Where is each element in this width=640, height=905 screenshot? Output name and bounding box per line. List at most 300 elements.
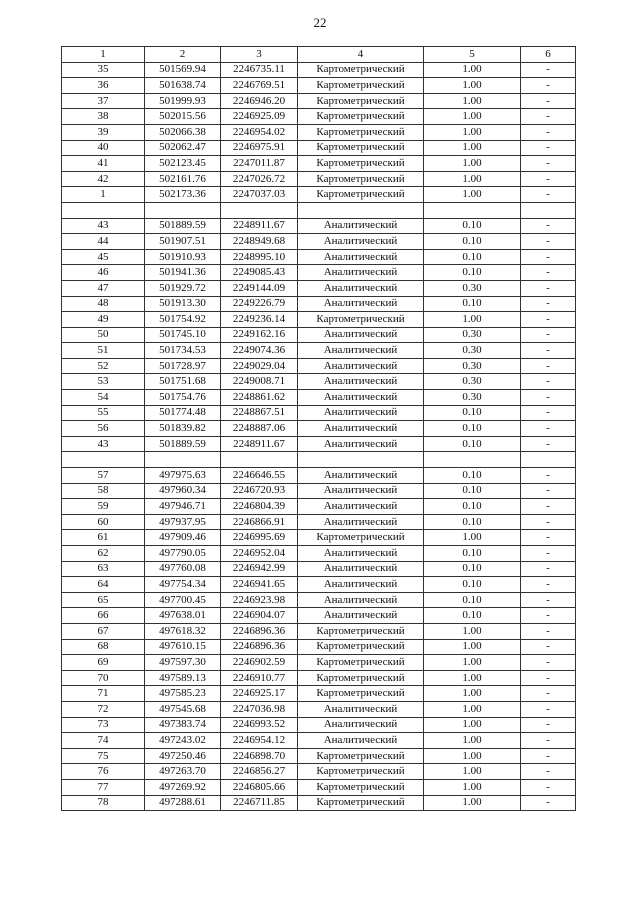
y-coordinate-cell: 2246805.66: [221, 779, 298, 795]
x-coordinate-cell: 502062.47: [145, 140, 221, 156]
method-cell: Аналитический: [298, 390, 424, 406]
y-coordinate-cell: 2246975.91: [221, 140, 298, 156]
point-number-cell: 78: [62, 795, 145, 811]
table-row: [62, 530, 576, 546]
table-row: [62, 93, 576, 109]
y-coordinate-cell: 2246896.36: [221, 623, 298, 639]
note-cell: -: [521, 499, 576, 515]
point-number-cell: 69: [62, 655, 145, 671]
method-cell: Картометрический: [298, 124, 424, 140]
point-number-cell: 46: [62, 265, 145, 281]
column-header: 5: [424, 47, 521, 63]
point-number-cell: 56: [62, 421, 145, 437]
note-cell: -: [521, 764, 576, 780]
y-coordinate-cell: 2248911.67: [221, 218, 298, 234]
table-row: [62, 795, 576, 811]
point-number-cell: 65: [62, 592, 145, 608]
point-number-cell: 58: [62, 483, 145, 499]
accuracy-cell: 0.10: [424, 421, 521, 437]
y-coordinate-cell: 2246925.09: [221, 109, 298, 125]
x-coordinate-cell: 501728.97: [145, 358, 221, 374]
note-cell: -: [521, 93, 576, 109]
table-row: [62, 405, 576, 421]
note-cell: -: [521, 468, 576, 484]
y-coordinate-cell: 2248949.68: [221, 234, 298, 250]
point-number-cell: 45: [62, 249, 145, 265]
accuracy-cell: 1.00: [424, 93, 521, 109]
note-cell: -: [521, 156, 576, 172]
table-row: [62, 343, 576, 359]
note-cell: -: [521, 280, 576, 296]
note-cell: -: [521, 140, 576, 156]
method-cell: Картометрический: [298, 312, 424, 328]
note-cell: -: [521, 358, 576, 374]
method-cell: Аналитический: [298, 405, 424, 421]
table-row: [62, 358, 576, 374]
point-number-cell: 60: [62, 514, 145, 530]
x-coordinate-cell: [145, 202, 221, 218]
point-number-cell: 68: [62, 639, 145, 655]
point-number-cell: 57: [62, 468, 145, 484]
point-number-cell: 49: [62, 312, 145, 328]
y-coordinate-cell: 2246995.69: [221, 530, 298, 546]
y-coordinate-cell: 2246711.85: [221, 795, 298, 811]
x-coordinate-cell: 497263.70: [145, 764, 221, 780]
method-cell: Аналитический: [298, 733, 424, 749]
x-coordinate-cell: 497610.15: [145, 639, 221, 655]
y-coordinate-cell: 2249085.43: [221, 265, 298, 281]
table-row: [62, 265, 576, 281]
table-body: [62, 62, 576, 811]
y-coordinate-cell: 2246856.27: [221, 764, 298, 780]
note-cell: -: [521, 748, 576, 764]
method-cell: Аналитический: [298, 717, 424, 733]
accuracy-cell: 0.10: [424, 249, 521, 265]
method-cell: Аналитический: [298, 327, 424, 343]
accuracy-cell: 0.10: [424, 468, 521, 484]
method-cell: Картометрический: [298, 686, 424, 702]
note-cell: -: [521, 234, 576, 250]
method-cell: Картометрический: [298, 779, 424, 795]
method-cell: Аналитический: [298, 561, 424, 577]
table-row: [62, 218, 576, 234]
y-coordinate-cell: 2246896.36: [221, 639, 298, 655]
accuracy-cell: 0.10: [424, 218, 521, 234]
point-number-cell: 76: [62, 764, 145, 780]
point-number-cell: 70: [62, 670, 145, 686]
y-coordinate-cell: 2246735.11: [221, 62, 298, 78]
accuracy-cell: 0.10: [424, 514, 521, 530]
accuracy-cell: 0.10: [424, 577, 521, 593]
x-coordinate-cell: 501774.48: [145, 405, 221, 421]
note-cell: -: [521, 327, 576, 343]
table-row: [62, 390, 576, 406]
table-row: [62, 156, 576, 172]
point-number-cell: 66: [62, 608, 145, 624]
accuracy-cell: 1.00: [424, 109, 521, 125]
accuracy-cell: 1.00: [424, 764, 521, 780]
accuracy-cell: 0.30: [424, 358, 521, 374]
accuracy-cell: 0.10: [424, 499, 521, 515]
table-row: [62, 280, 576, 296]
method-cell: Аналитический: [298, 234, 424, 250]
column-header: 2: [145, 47, 221, 63]
method-cell: Картометрический: [298, 109, 424, 125]
table-row: [62, 733, 576, 749]
x-coordinate-cell: 497597.30: [145, 655, 221, 671]
accuracy-cell: 1.00: [424, 312, 521, 328]
table-row: [62, 187, 576, 203]
note-cell: -: [521, 78, 576, 94]
point-number-cell: 39: [62, 124, 145, 140]
note-cell: -: [521, 733, 576, 749]
method-cell: Аналитический: [298, 343, 424, 359]
note-cell: -: [521, 218, 576, 234]
point-number-cell: [62, 202, 145, 218]
x-coordinate-cell: 501941.36: [145, 265, 221, 281]
x-coordinate-cell: 497760.08: [145, 561, 221, 577]
note-cell: -: [521, 608, 576, 624]
y-coordinate-cell: 2246923.98: [221, 592, 298, 608]
x-coordinate-cell: 497790.05: [145, 546, 221, 562]
point-number-cell: 36: [62, 78, 145, 94]
accuracy-cell: 1.00: [424, 78, 521, 94]
y-coordinate-cell: 2248887.06: [221, 421, 298, 437]
x-coordinate-cell: 501999.93: [145, 93, 221, 109]
note-cell: -: [521, 670, 576, 686]
table-row: [62, 608, 576, 624]
accuracy-cell: 1.00: [424, 795, 521, 811]
note-cell: -: [521, 265, 576, 281]
table-row: [62, 561, 576, 577]
x-coordinate-cell: 502015.56: [145, 109, 221, 125]
x-coordinate-cell: [145, 452, 221, 468]
method-cell: Аналитический: [298, 374, 424, 390]
method-cell: Картометрический: [298, 78, 424, 94]
accuracy-cell: 1.00: [424, 124, 521, 140]
method-cell: Аналитический: [298, 514, 424, 530]
table-row: [62, 655, 576, 671]
y-coordinate-cell: 2246769.51: [221, 78, 298, 94]
x-coordinate-cell: 501569.94: [145, 62, 221, 78]
note-cell: -: [521, 701, 576, 717]
accuracy-cell: 0.10: [424, 405, 521, 421]
table-row: [62, 468, 576, 484]
y-coordinate-cell: 2248995.10: [221, 249, 298, 265]
method-cell: Аналитический: [298, 468, 424, 484]
accuracy-cell: 0.10: [424, 265, 521, 281]
point-number-cell: 59: [62, 499, 145, 515]
x-coordinate-cell: 501889.59: [145, 436, 221, 452]
table-row: [62, 374, 576, 390]
y-coordinate-cell: [221, 202, 298, 218]
x-coordinate-cell: 501910.93: [145, 249, 221, 265]
accuracy-cell: 1.00: [424, 639, 521, 655]
method-cell: Аналитический: [298, 608, 424, 624]
x-coordinate-cell: 502066.38: [145, 124, 221, 140]
note-cell: -: [521, 639, 576, 655]
y-coordinate-cell: 2246898.70: [221, 748, 298, 764]
note-cell: -: [521, 296, 576, 312]
point-number-cell: 61: [62, 530, 145, 546]
y-coordinate-cell: 2246910.77: [221, 670, 298, 686]
x-coordinate-cell: 497589.13: [145, 670, 221, 686]
x-coordinate-cell: 501839.82: [145, 421, 221, 437]
x-coordinate-cell: 497638.01: [145, 608, 221, 624]
x-coordinate-cell: 497937.95: [145, 514, 221, 530]
accuracy-cell: 1.00: [424, 623, 521, 639]
y-coordinate-cell: 2247037.03: [221, 187, 298, 203]
method-cell: Аналитический: [298, 218, 424, 234]
note-cell: -: [521, 171, 576, 187]
method-cell: Картометрический: [298, 795, 424, 811]
y-coordinate-cell: 2246925.17: [221, 686, 298, 702]
y-coordinate-cell: 2249226.79: [221, 296, 298, 312]
method-cell: Картометрический: [298, 530, 424, 546]
point-number-cell: 35: [62, 62, 145, 78]
accuracy-cell: [424, 452, 521, 468]
note-cell: -: [521, 623, 576, 639]
column-header: 4: [298, 47, 424, 63]
method-cell: Картометрический: [298, 156, 424, 172]
point-number-cell: 50: [62, 327, 145, 343]
x-coordinate-cell: 497754.34: [145, 577, 221, 593]
method-cell: Картометрический: [298, 62, 424, 78]
y-coordinate-cell: 2247011.87: [221, 156, 298, 172]
y-coordinate-cell: 2246720.93: [221, 483, 298, 499]
accuracy-cell: 1.00: [424, 686, 521, 702]
x-coordinate-cell: 497618.32: [145, 623, 221, 639]
point-number-cell: 62: [62, 546, 145, 562]
y-coordinate-cell: 2246946.20: [221, 93, 298, 109]
method-cell: Аналитический: [298, 249, 424, 265]
table-header-row: [62, 47, 576, 63]
x-coordinate-cell: 502173.36: [145, 187, 221, 203]
x-coordinate-cell: 501929.72: [145, 280, 221, 296]
note-cell: -: [521, 779, 576, 795]
y-coordinate-cell: 2248911.67: [221, 436, 298, 452]
point-number-cell: 1: [62, 187, 145, 203]
point-number-cell: 40: [62, 140, 145, 156]
page-number: 22: [313, 15, 327, 30]
note-cell: -: [521, 62, 576, 78]
point-number-cell: 63: [62, 561, 145, 577]
note-cell: -: [521, 187, 576, 203]
note-cell: -: [521, 483, 576, 499]
y-coordinate-cell: 2249236.14: [221, 312, 298, 328]
table-row: [62, 171, 576, 187]
note-cell: -: [521, 249, 576, 265]
note-cell: -: [521, 343, 576, 359]
point-number-cell: 37: [62, 93, 145, 109]
point-number-cell: 71: [62, 686, 145, 702]
accuracy-cell: 1.00: [424, 62, 521, 78]
table-row: [62, 748, 576, 764]
note-cell: -: [521, 312, 576, 328]
y-coordinate-cell: 2249144.09: [221, 280, 298, 296]
accuracy-cell: 1.00: [424, 748, 521, 764]
y-coordinate-cell: 2246902.59: [221, 655, 298, 671]
accuracy-cell: 0.30: [424, 280, 521, 296]
table-row: [62, 234, 576, 250]
note-cell: -: [521, 514, 576, 530]
column-header: 6: [521, 47, 576, 63]
table-row: [62, 764, 576, 780]
table-row: [62, 249, 576, 265]
method-cell: Аналитический: [298, 483, 424, 499]
method-cell: Аналитический: [298, 265, 424, 281]
method-cell: Картометрический: [298, 140, 424, 156]
accuracy-cell: 0.10: [424, 436, 521, 452]
x-coordinate-cell: 501754.76: [145, 390, 221, 406]
x-coordinate-cell: 501907.51: [145, 234, 221, 250]
method-cell: Аналитический: [298, 499, 424, 515]
x-coordinate-cell: 497288.61: [145, 795, 221, 811]
y-coordinate-cell: 2249162.16: [221, 327, 298, 343]
table-row: [62, 639, 576, 655]
method-cell: Картометрический: [298, 93, 424, 109]
point-number-cell: 77: [62, 779, 145, 795]
point-number-cell: 43: [62, 218, 145, 234]
method-cell: Аналитический: [298, 577, 424, 593]
accuracy-cell: 1.00: [424, 171, 521, 187]
table-row: [62, 546, 576, 562]
method-cell: Аналитический: [298, 421, 424, 437]
y-coordinate-cell: 2246942.99: [221, 561, 298, 577]
table-row: [62, 124, 576, 140]
accuracy-cell: 0.10: [424, 483, 521, 499]
table-row: [62, 140, 576, 156]
column-header: 3: [221, 47, 298, 63]
point-number-cell: 67: [62, 623, 145, 639]
note-cell: -: [521, 530, 576, 546]
y-coordinate-cell: 2246646.55: [221, 468, 298, 484]
note-cell: -: [521, 405, 576, 421]
y-coordinate-cell: 2246952.04: [221, 546, 298, 562]
table-row: [62, 109, 576, 125]
point-number-cell: 75: [62, 748, 145, 764]
y-coordinate-cell: 2246904.07: [221, 608, 298, 624]
point-number-cell: 55: [62, 405, 145, 421]
x-coordinate-cell: 501745.10: [145, 327, 221, 343]
table-row: [62, 686, 576, 702]
y-coordinate-cell: 2246954.02: [221, 124, 298, 140]
accuracy-cell: 1.00: [424, 733, 521, 749]
point-number-cell: 53: [62, 374, 145, 390]
accuracy-cell: 1.00: [424, 701, 521, 717]
table-row: [62, 717, 576, 733]
note-cell: -: [521, 655, 576, 671]
table-separator-row: [62, 452, 576, 468]
note-cell: -: [521, 717, 576, 733]
method-cell: Картометрический: [298, 764, 424, 780]
note-cell: [521, 452, 576, 468]
x-coordinate-cell: 502123.45: [145, 156, 221, 172]
table-row: [62, 701, 576, 717]
y-coordinate-cell: [221, 452, 298, 468]
y-coordinate-cell: 2247026.72: [221, 171, 298, 187]
accuracy-cell: 1.00: [424, 670, 521, 686]
y-coordinate-cell: 2246804.39: [221, 499, 298, 515]
y-coordinate-cell: 2249029.04: [221, 358, 298, 374]
accuracy-cell: 0.30: [424, 374, 521, 390]
point-number-cell: 51: [62, 343, 145, 359]
point-number-cell: 73: [62, 717, 145, 733]
table-row: [62, 577, 576, 593]
table-separator-row: [62, 202, 576, 218]
table-row: [62, 421, 576, 437]
table-row: [62, 514, 576, 530]
x-coordinate-cell: 501754.92: [145, 312, 221, 328]
x-coordinate-cell: 497243.02: [145, 733, 221, 749]
table-row: [62, 312, 576, 328]
coordinates-table: [61, 46, 576, 811]
note-cell: -: [521, 421, 576, 437]
point-number-cell: [62, 452, 145, 468]
x-coordinate-cell: 501638.74: [145, 78, 221, 94]
point-number-cell: 72: [62, 701, 145, 717]
table-row: [62, 623, 576, 639]
table-row: [62, 296, 576, 312]
x-coordinate-cell: 501751.68: [145, 374, 221, 390]
method-cell: Аналитический: [298, 436, 424, 452]
accuracy-cell: 0.10: [424, 608, 521, 624]
table-row: [62, 436, 576, 452]
note-cell: -: [521, 109, 576, 125]
note-cell: -: [521, 124, 576, 140]
point-number-cell: 38: [62, 109, 145, 125]
x-coordinate-cell: 497946.71: [145, 499, 221, 515]
method-cell: Картометрический: [298, 655, 424, 671]
table-row: [62, 62, 576, 78]
method-cell: Картометрический: [298, 623, 424, 639]
method-cell: Картометрический: [298, 187, 424, 203]
y-coordinate-cell: 2249074.36: [221, 343, 298, 359]
table-row: [62, 779, 576, 795]
column-header: 1: [62, 47, 145, 63]
accuracy-cell: [424, 202, 521, 218]
note-cell: -: [521, 686, 576, 702]
accuracy-cell: 1.00: [424, 655, 521, 671]
note-cell: -: [521, 436, 576, 452]
x-coordinate-cell: 497383.74: [145, 717, 221, 733]
point-number-cell: 48: [62, 296, 145, 312]
note-cell: [521, 202, 576, 218]
x-coordinate-cell: 497909.46: [145, 530, 221, 546]
method-cell: [298, 202, 424, 218]
x-coordinate-cell: 501913.30: [145, 296, 221, 312]
table-row: [62, 670, 576, 686]
y-coordinate-cell: 2246954.12: [221, 733, 298, 749]
y-coordinate-cell: 2247036.98: [221, 701, 298, 717]
note-cell: -: [521, 561, 576, 577]
y-coordinate-cell: 2248861.62: [221, 390, 298, 406]
method-cell: Аналитический: [298, 592, 424, 608]
note-cell: -: [521, 577, 576, 593]
accuracy-cell: 0.10: [424, 592, 521, 608]
x-coordinate-cell: 497250.46: [145, 748, 221, 764]
method-cell: Аналитический: [298, 701, 424, 717]
accuracy-cell: 0.10: [424, 234, 521, 250]
point-number-cell: 41: [62, 156, 145, 172]
accuracy-cell: 0.30: [424, 390, 521, 406]
method-cell: Картометрический: [298, 670, 424, 686]
note-cell: -: [521, 795, 576, 811]
accuracy-cell: 1.00: [424, 187, 521, 203]
method-cell: Картометрический: [298, 171, 424, 187]
point-number-cell: 52: [62, 358, 145, 374]
accuracy-cell: 1.00: [424, 717, 521, 733]
